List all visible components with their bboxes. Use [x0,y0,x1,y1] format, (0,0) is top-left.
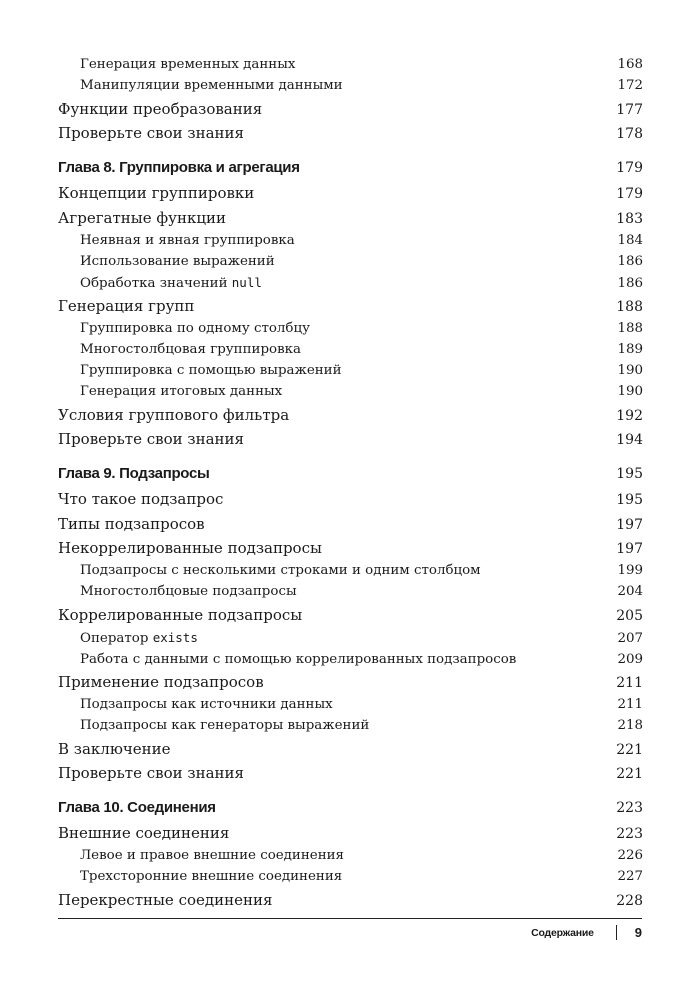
page-footer [531,925,642,940]
toc-entry-page: 172 [617,78,643,93]
toc-section-entry [58,739,643,761]
toc-entry-page: 183 [616,210,643,227]
footer-section-label: Содержание [531,926,594,939]
toc-section-entry [58,489,643,511]
toc-entry-title-text: Группировка по одному столбцу [80,321,310,336]
toc-entry-page: 192 [616,407,643,424]
toc-entry-code: null [231,274,262,290]
toc-entry-page: 190 [617,363,643,378]
toc-entry-title [58,405,289,426]
toc-section-entry [58,429,643,451]
table-of-contents [58,54,643,912]
toc-entry-title-text: Коррелированные подзапросы [58,605,303,624]
toc-entry-title [80,252,275,272]
toc-entry-title-text: Что такое подзапрос [58,490,224,508]
toc-entry-title [58,823,229,844]
toc-entry-page: 197 [616,541,643,557]
toc-entry-page: 205 [616,607,643,624]
toc-entry-page: 184 [617,232,643,248]
toc-entry-title-text: Агрегатные функции [58,208,226,227]
toc-subsection-entry [58,382,643,402]
toc-entry-title-text: Типы подзапросов [58,514,205,533]
toc-entry-title [58,538,322,559]
toc-subsection-entry [58,340,643,360]
toc-entry-title-text: Работа с данными с помощью коррелированных подзапросов [80,651,517,667]
toc-section-entry [58,672,643,694]
toc-subsection-entry [58,231,643,251]
page-number: 9 [634,925,642,940]
toc-entry-title-text: Многостолбцовые подзапросы [80,584,297,599]
footer-rule [58,918,642,919]
toc-section-entry [58,123,643,145]
toc-entry-title [58,672,264,693]
toc-entry-page: 226 [617,848,643,863]
toc-entry-title-text: Глава 8. Группировка и агрегация [58,159,300,176]
toc-entry-title-text: Проверьте свои знания [58,764,244,782]
toc-subsection-entry [58,628,643,649]
toc-entry-page: 190 [617,384,643,399]
toc-entry-title [80,340,301,360]
toc-entry-page: 186 [617,253,643,269]
toc-entry-title [58,514,205,535]
toc-entry-title-text: Применение подзапросов [58,673,264,691]
toc-subsection-entry [58,76,643,96]
toc-entry-title [58,797,216,819]
toc-chapter-heading [58,157,643,179]
toc-entry-title [80,55,295,75]
toc-entry-title-text: Подзапросы как источники данных [80,697,333,712]
toc-entry-title [80,716,369,736]
toc-entry-title-text: Перекрестные соединения [58,890,273,909]
toc-entry-title-text: Проверьте свои знания [58,124,244,142]
toc-entry-title [80,695,333,715]
toc-entry-title-text: Концепции группировки [58,184,255,202]
toc-entry-title-text: Неявная и явная группировка [80,232,295,248]
toc-section-entry [58,763,643,785]
toc-section-entry [58,99,643,121]
toc-entry-page: 177 [616,101,643,118]
toc-entry-page: 179 [616,160,643,176]
toc-section-entry [58,605,643,627]
toc-entry-page: 197 [616,516,643,533]
toc-entry-title-text: Глава 10. Соединения [58,799,216,816]
toc-entry-title-text: Функции преобразования [58,99,263,118]
toc-subsection-entry [58,319,643,339]
toc-subsection-entry [58,716,643,736]
toc-entry-title [80,382,282,402]
toc-entry-page: 228 [616,892,643,909]
toc-section-entry [58,823,643,845]
toc-subsection-entry [58,55,643,75]
toc-entry-title [80,231,295,251]
toc-entry-title-text: Оператор [80,630,149,646]
toc-section-entry [58,538,643,560]
toc-entry-title [80,561,481,581]
toc-entry-page: 223 [616,826,643,842]
toc-subsection-entry [58,695,643,715]
toc-entry-title-text: Использование выражений [80,253,275,269]
toc-entry-title [80,867,342,887]
toc-entry-title [58,605,302,626]
toc-subsection-entry [58,273,643,294]
toc-section-entry [58,183,643,205]
toc-section-entry [58,208,643,230]
toc-entry-title [58,296,194,317]
toc-entry-title [58,763,244,784]
toc-entry-title-text: Генерация итоговых данных [80,384,283,399]
toc-chapter-heading [58,463,643,485]
toc-entry-title [80,273,262,294]
toc-entry-title-text: Подзапросы с несколькими строками и одним столбцом [80,563,481,578]
toc-entry-title-text: Группировка с помощью выражений [80,363,342,378]
toc-entry-page: 189 [617,342,643,357]
toc-entry-page: 179 [616,186,643,202]
toc-entry-page: 218 [617,718,643,733]
toc-entry-title [80,319,310,339]
toc-entry-page: 207 [617,630,643,646]
toc-entry-title [80,846,344,866]
toc-entry-title [58,123,244,144]
toc-entry-page: 199 [617,563,643,578]
toc-entry-title [58,183,254,204]
toc-entry-page: 188 [616,299,643,315]
toc-section-entry [58,514,643,536]
toc-entry-title-text: Некоррелированные подзапросы [58,539,322,557]
toc-entry-title-text: В заключение [58,739,171,758]
toc-entry-page: 211 [616,675,643,691]
toc-section-entry [58,890,643,912]
toc-entry-title [58,463,210,485]
toc-entry-title [58,739,171,760]
toc-chapter-heading [58,797,643,819]
toc-entry-title-text: Обработка значений [80,275,228,291]
toc-entry-title-text: Условия группового фильтра [58,405,290,424]
toc-subsection-entry [58,650,643,670]
toc-entry-title-text: Левое и правое внешние соединения [80,848,344,863]
toc-entry-page: 194 [616,432,643,448]
toc-entry-page: 195 [616,466,643,482]
toc-subsection-entry [58,361,643,381]
toc-entry-title-text: Проверьте свои знания [58,430,244,448]
toc-entry-title-text: Генерация групп [58,297,195,315]
toc-entry-page: 221 [616,741,643,758]
toc-entry-title [80,361,342,381]
toc-subsection-entry [58,252,643,272]
toc-subsection-entry [58,846,643,866]
toc-entry-title-text: Многостолбцовая группировка [80,342,301,357]
toc-entry-page: 227 [617,869,643,884]
toc-entry-title-text: Трехсторонние внешние соединения [80,869,343,884]
toc-entry-title [58,157,300,179]
toc-entry-page: 168 [617,57,643,72]
toc-subsection-entry [58,582,643,602]
toc-entry-title-text: Подзапросы как генераторы выражений [80,718,370,733]
toc-entry-title [80,650,516,670]
toc-entry-page: 223 [616,800,643,816]
toc-entry-title [58,489,223,510]
toc-entry-title [80,76,343,96]
toc-entry-code: exists [152,629,198,645]
toc-entry-page: 195 [616,492,643,508]
toc-entry-page: 188 [617,321,643,336]
toc-entry-title-text: Генерация временных данных [80,57,296,72]
toc-entry-page: 211 [617,697,643,712]
toc-entry-title [58,208,226,229]
toc-section-entry [58,296,643,318]
toc-entry-page: 221 [616,766,643,782]
toc-subsection-entry [58,867,643,887]
toc-entry-page: 209 [617,651,643,667]
footer-separator [616,925,617,940]
toc-entry-title [58,99,262,120]
toc-entry-title [80,628,198,649]
toc-entry-title [80,582,297,602]
toc-entry-title [58,890,272,911]
toc-entry-page: 204 [617,584,643,599]
toc-entry-title-text: Манипуляции временными данными [80,78,343,93]
toc-entry-title-text: Глава 9. Подзапросы [58,465,210,482]
toc-entry-title-text: Внешние соединения [58,824,230,842]
toc-subsection-entry [58,561,643,581]
toc-section-entry [58,405,643,427]
toc-entry-page: 178 [616,126,643,142]
toc-entry-page: 186 [617,275,643,291]
toc-entry-title [58,429,244,450]
